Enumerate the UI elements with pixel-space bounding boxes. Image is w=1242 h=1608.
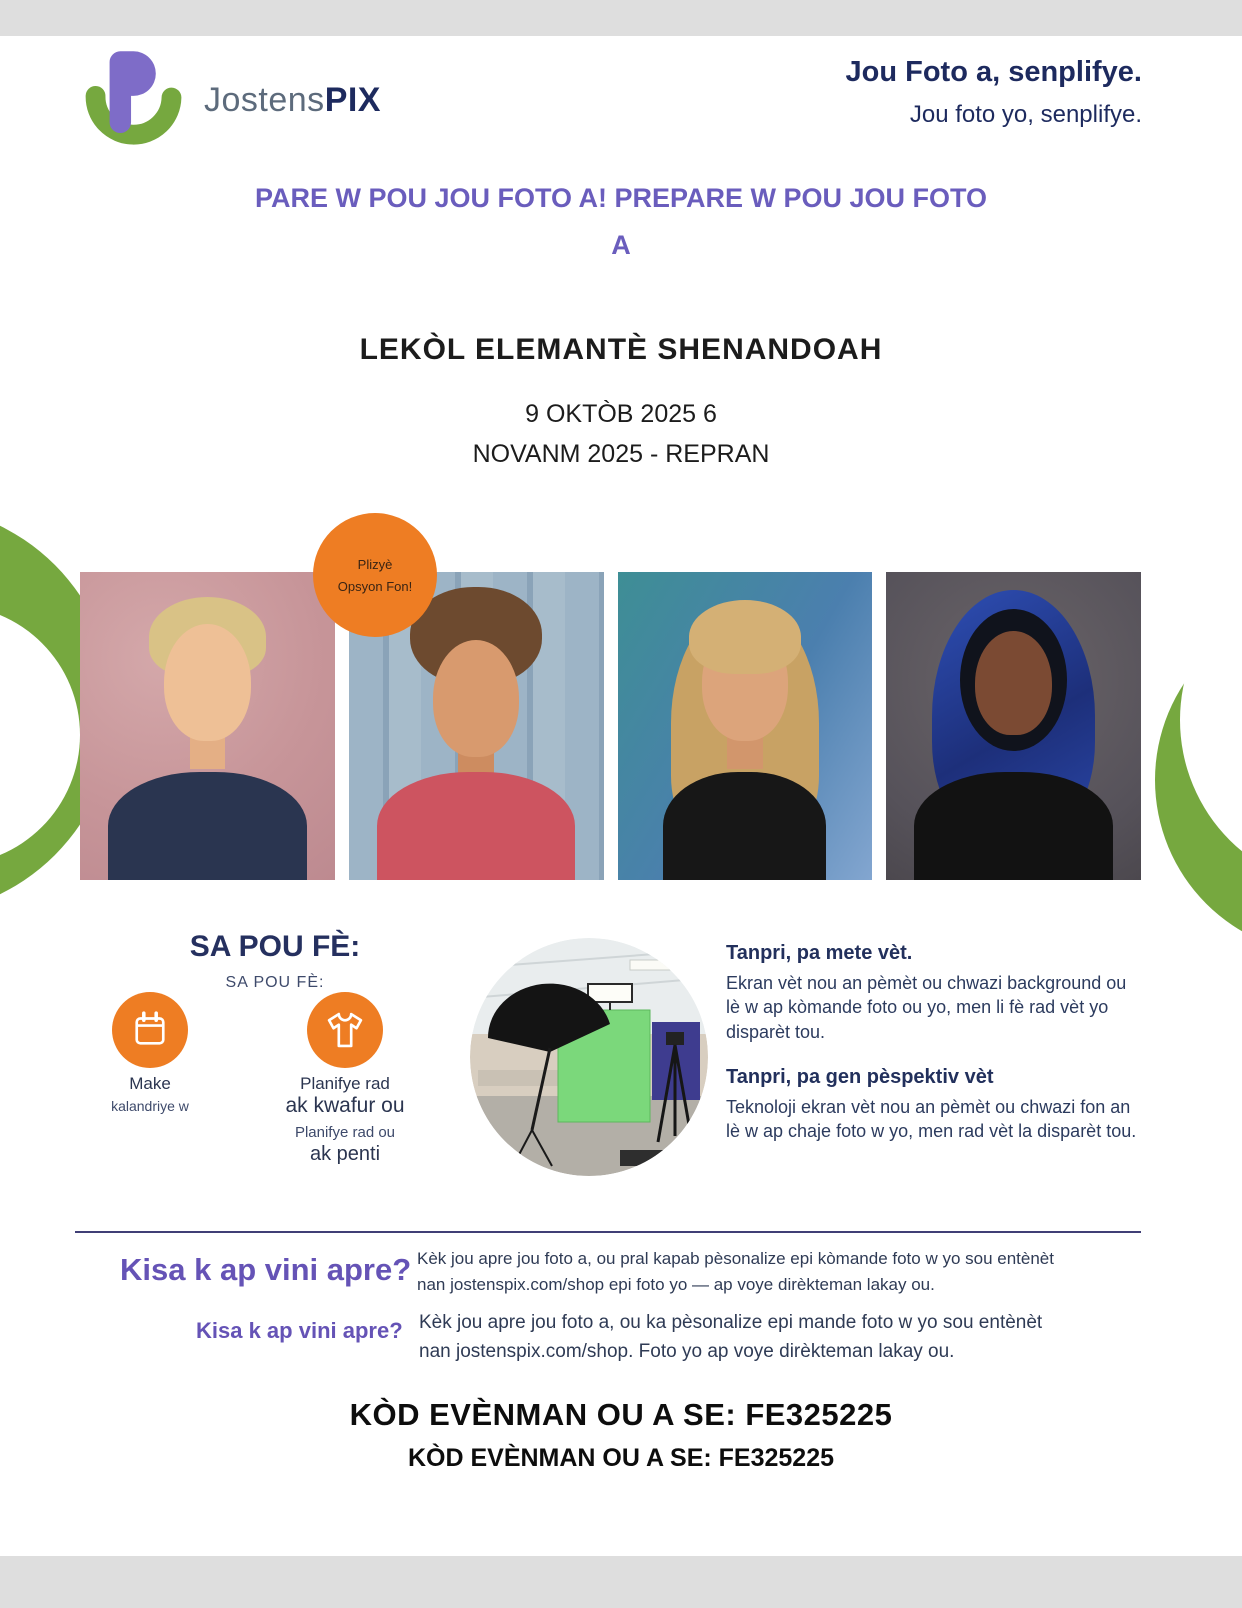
todo-item2-line1: Planifye rad (300, 1074, 390, 1093)
calendar-icon (112, 992, 188, 1068)
green-screen-heading1: Tanpri, pa mete vèt. (726, 942, 913, 964)
student-portrait-3 (618, 572, 873, 880)
event-date-line1: 9 OKTÒB 2025 6 (525, 400, 717, 428)
portrait-hair (689, 600, 801, 674)
portrait-strip (80, 572, 1141, 880)
portrait-torso (108, 772, 307, 880)
studio-photo-illustration (470, 938, 708, 1176)
todo-item1-line2: kalandriye w (111, 1098, 189, 1114)
portrait-torso (377, 772, 576, 880)
logo-text-pix: PIX (324, 80, 381, 119)
tagline-secondary: Jou foto yo, senplifye. (909, 101, 1142, 128)
logo-text-jostens: Jostens (204, 80, 325, 119)
green-screen-heading2: Tanpri, pa gen pèspektiv vèt (726, 1065, 994, 1088)
tshirt-icon (307, 992, 383, 1068)
student-portrait-1 (80, 572, 335, 880)
taglines (846, 56, 1143, 129)
todo-item2-line4: ak penti (309, 1143, 381, 1165)
top-gray-bar (0, 0, 1242, 36)
background-options-badge (313, 513, 437, 637)
todo-item2-line2: ak kwafur ou (285, 1094, 405, 1117)
whats-next-heading1: Kisa k ap vini apre? (120, 1252, 412, 1287)
green-screen-body2: Teknoloji ekran vèt nou an pèmèt ou chwazi fon an lè w ap chaje foto w yo, men rad vèt la disparèt tou. (726, 1096, 1137, 1142)
whats-next-body1: Kèk jou apre jou foto a, ou pral kapab pèsonalize epi kòmande foto w yo sou entènèt nan jostenspix.com/shop epi foto yo — ap voye dirèkteman lakay ou. (417, 1249, 1054, 1294)
jostenspix-logo-mark (82, 48, 190, 152)
logo-green-arc (96, 96, 172, 135)
todo-subtitle: SA POU FÈ: (225, 974, 325, 991)
green-screen-studio-photo (470, 938, 708, 1176)
headline-line2: A (611, 230, 631, 260)
portrait-torso (914, 772, 1113, 880)
event-code-line1: KÒD EVÈNMAN OU A SE: FE325225 (349, 1397, 893, 1432)
headline-line1: PARE W POU JOU FOTO A! PREPARE W POU JOU FOTO (254, 183, 988, 213)
school-name: LEKÒL ELEMANTÈ SHENANDOAH (359, 333, 883, 366)
badge-line2: Opsyon Fon! (337, 578, 413, 594)
tagline-primary: Jou Foto a, senplifye. (845, 56, 1142, 88)
todo-item2-line3: Planifye rad ou (294, 1124, 396, 1141)
section-divider (75, 1231, 1141, 1233)
event-date-line2: NOVANM 2025 - REPRAN (472, 440, 770, 468)
portrait-face (433, 640, 520, 757)
whats-next-heading2: Kisa k ap vini apre? (196, 1318, 403, 1343)
badge-line1: Plizyè (357, 556, 393, 572)
todo-title: SA POU FÈ: (189, 930, 361, 963)
calendar-icon-glyph (127, 1007, 173, 1053)
whats-next-body2: Kèk jou apre jou foto a, ou ka pèsonalize epi mande foto w yo sou entènèt nan jostenspix.com/shop. Foto yo ap voye dirèkteman lakay ou. (419, 1312, 1043, 1363)
green-crescent-right (1152, 650, 1242, 950)
green-screen-copy (726, 942, 1144, 1143)
portrait-face (975, 631, 1051, 736)
green-screen-body1: Ekran vèt nou an pèmèt ou chwazi background ou lè w ap kòmande foto ou yo, men li fè rad vèt yo disparèt tou. (726, 973, 1127, 1042)
portrait-torso (663, 772, 826, 880)
bottom-gray-bar (0, 1556, 1242, 1608)
todo-item1-line1: Make (129, 1074, 171, 1093)
event-code-line2: KÒD EVÈNMAN OU A SE: FE325225 (407, 1444, 835, 1472)
jostenspix-logo (82, 48, 381, 152)
student-portrait-4 (886, 572, 1141, 880)
logo-text (204, 81, 381, 120)
portrait-face (164, 624, 251, 741)
tshirt-icon-glyph (322, 1007, 368, 1053)
